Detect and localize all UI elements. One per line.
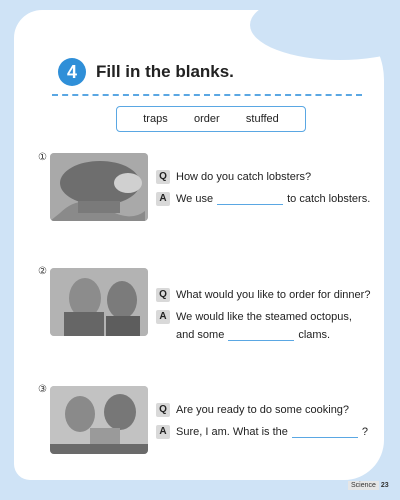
answer-row-2 bbox=[156, 310, 352, 324]
q-badge: Q bbox=[156, 170, 170, 184]
word-bank-item: order bbox=[193, 113, 220, 125]
item-marker-3: ③ bbox=[38, 384, 47, 395]
word-bank-item: stuffed bbox=[245, 113, 279, 125]
sharks-restaurant-illustration bbox=[50, 268, 148, 336]
a-badge: A bbox=[156, 310, 170, 324]
q-badge: Q bbox=[156, 288, 170, 302]
question-row-2 bbox=[156, 288, 370, 302]
answer-text-after: to catch lobsters. bbox=[287, 193, 371, 205]
item-marker-2: ② bbox=[38, 266, 47, 277]
footer-subject: Science bbox=[348, 481, 379, 490]
section-title: Fill in the blanks. bbox=[96, 62, 234, 81]
answer-blank[interactable] bbox=[292, 427, 358, 438]
question-text: How do you catch lobsters? bbox=[176, 171, 312, 183]
octopus-illustration bbox=[50, 153, 148, 221]
question-text: Are you ready to do some cooking? bbox=[176, 404, 350, 416]
answer-text-after: ? bbox=[361, 426, 368, 438]
answer-text-before: Sure, I am. What is the bbox=[176, 426, 288, 438]
a-badge: A bbox=[156, 192, 170, 206]
answer-row-3 bbox=[156, 425, 368, 439]
question-row-1 bbox=[156, 170, 311, 184]
answer-text-after: clams. bbox=[298, 329, 331, 341]
page-footer bbox=[348, 482, 389, 489]
answer-blank[interactable] bbox=[228, 330, 294, 341]
answer-blank[interactable] bbox=[217, 194, 283, 205]
answer-row-2b bbox=[176, 329, 330, 341]
q-badge: Q bbox=[156, 403, 170, 417]
word-bank bbox=[116, 106, 306, 132]
answer-row-1 bbox=[156, 192, 370, 206]
answer-text-before: We use bbox=[176, 193, 214, 205]
answer-text-line1: We would like the steamed octopus, bbox=[176, 311, 352, 323]
item-marker-1: ① bbox=[38, 152, 47, 163]
question-row-3 bbox=[156, 403, 349, 417]
footer-page-number: 23 bbox=[380, 482, 389, 489]
answer-text-before: and some bbox=[176, 329, 225, 341]
section-number-badge: 4 bbox=[58, 58, 86, 86]
word-bank-item: traps bbox=[143, 113, 168, 125]
sharks-kitchen-illustration bbox=[50, 386, 148, 454]
dashed-divider bbox=[52, 94, 362, 96]
question-text: What would you like to order for dinner? bbox=[176, 289, 371, 301]
a-badge: A bbox=[156, 425, 170, 439]
